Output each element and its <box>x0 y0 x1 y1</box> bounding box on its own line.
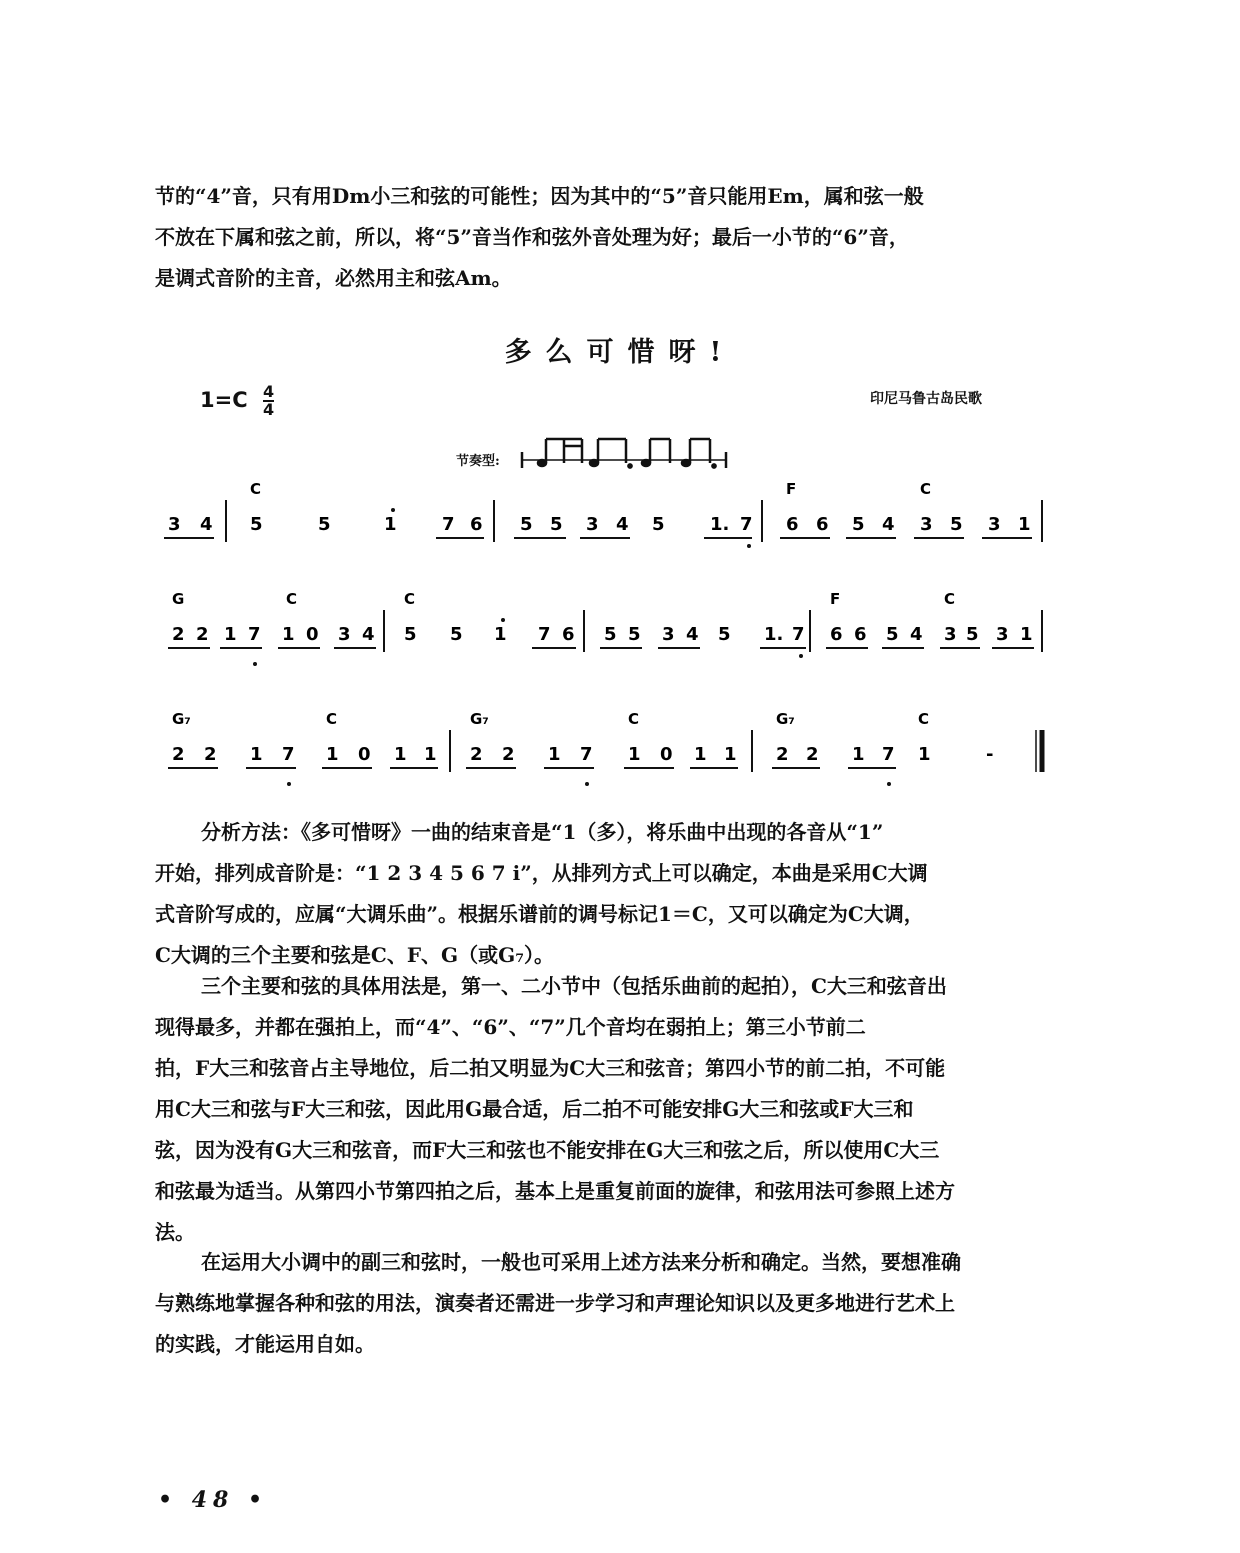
analysis-paragraph-1 <box>155 812 1050 976</box>
note: 1 <box>224 624 237 645</box>
chord-label: G₇ <box>776 710 795 728</box>
chord-label: F <box>786 480 797 498</box>
octave-dot <box>253 662 257 666</box>
intro-line: 是调式音阶的主音，必然用主和弦Am。 <box>155 266 512 290</box>
note: 4 <box>200 514 213 535</box>
note: 1 <box>1018 514 1031 535</box>
intro-paragraph <box>155 176 1050 299</box>
note: 1 <box>494 624 507 645</box>
note: - <box>986 744 994 765</box>
chord-label: C <box>250 480 262 498</box>
note: 5 <box>450 624 463 645</box>
note: 4 <box>362 624 375 645</box>
note: 5 <box>628 624 641 645</box>
note: 1 <box>1020 624 1033 645</box>
note: 1 <box>548 744 561 765</box>
time-top: 4 <box>262 382 275 401</box>
analysis-line: 与熟练地掌握各种和弦的用法，演奏者还需进一步学习和声理论知识以及更多地进行艺术上 <box>155 1291 955 1315</box>
chord-label: G <box>172 590 185 608</box>
note: 3 <box>586 514 599 535</box>
chord-label: G₇ <box>470 710 489 728</box>
chord-label: C <box>628 710 640 728</box>
note: 4 <box>686 624 699 645</box>
note: 7 <box>882 744 895 765</box>
note: 3 <box>996 624 1009 645</box>
analysis-line: C大调的三个主要和弦是C、F、G（或G₇）。 <box>155 943 554 967</box>
analysis-line: 开始，排列成音阶是：“1 2 3 4 5 6 7 i”，从排列方式上可以确定，本曲是采用C大调 <box>155 861 928 885</box>
note: 5 <box>852 514 865 535</box>
note: 2 <box>776 744 789 765</box>
note: 1 <box>694 744 707 765</box>
note: 1 <box>852 744 865 765</box>
note: 1. <box>764 624 784 645</box>
note: 2 <box>172 744 185 765</box>
note: 5 <box>886 624 899 645</box>
note: 5 <box>520 514 533 535</box>
note: 1 <box>394 744 407 765</box>
note: 1 <box>250 744 263 765</box>
note: 6 <box>854 624 867 645</box>
intro-line: 节的“4”音，只有用Dm小三和弦的可能性；因为其中的“5”音只能用Em，属和弦一般 <box>155 184 924 208</box>
chord-label: C <box>286 590 298 608</box>
note: 2 <box>196 624 209 645</box>
analysis-line: 在运用大小调中的副三和弦时，一般也可采用上述方法来分析和确定。当然，要想准确 <box>201 1250 961 1274</box>
note: 7 <box>442 514 455 535</box>
note: 1 <box>282 624 295 645</box>
note: 5 <box>250 514 263 535</box>
note: 7 <box>248 624 261 645</box>
analysis-line: 弦，因为没有G大三和弦音，而F大三和弦也不能安排在G大三和弦之后，所以使用C大三 <box>155 1138 940 1162</box>
octave-dot <box>391 508 395 512</box>
note: 5 <box>966 624 979 645</box>
key-label: 1=C <box>200 388 248 412</box>
note: 7 <box>282 744 295 765</box>
chord-label: C <box>944 590 956 608</box>
chord-label: C <box>404 590 416 608</box>
note: 1. <box>710 514 730 535</box>
chord-label: C <box>920 480 932 498</box>
note: 2 <box>502 744 515 765</box>
octave-dot <box>501 618 505 622</box>
analysis-line: 拍，F大三和弦音占主导地位，后二拍又明显为C大三和弦音；第四小节的前二拍，不可能 <box>155 1056 946 1080</box>
note: 7 <box>740 514 753 535</box>
note: 5 <box>404 624 417 645</box>
intro-line: 不放在下属和弦之前，所以，将“5”音当作和弦外音处理为好；最后一小节的“6”音， <box>155 225 909 249</box>
note: 6 <box>562 624 575 645</box>
analysis-line: 的实践，才能运用自如。 <box>155 1332 375 1356</box>
note: 1 <box>384 514 397 535</box>
note: 1 <box>628 744 641 765</box>
note: 5 <box>718 624 731 645</box>
note: 3 <box>168 514 181 535</box>
key-signature <box>200 384 274 418</box>
note: 6 <box>786 514 799 535</box>
chord-label: C <box>918 710 930 728</box>
note: 1 <box>326 744 339 765</box>
note: 3 <box>920 514 933 535</box>
note: 5 <box>318 514 331 535</box>
chord-label: F <box>830 590 841 608</box>
chord-label: G₇ <box>172 710 191 728</box>
analysis-paragraph-2 <box>155 966 1050 1253</box>
note: 0 <box>660 744 673 765</box>
note: 2 <box>470 744 483 765</box>
note: 7 <box>792 624 805 645</box>
note: 7 <box>538 624 551 645</box>
analysis-line: 三个主要和弦的具体用法是，第一、二小节中（包括乐曲前的起拍），C大三和弦音出 <box>201 974 947 998</box>
analysis-paragraph-3 <box>155 1242 1050 1365</box>
note: 5 <box>950 514 963 535</box>
octave-dot <box>585 782 589 786</box>
note: 3 <box>988 514 1001 535</box>
analysis-line: 分析方法：《多可惜呀》一曲的结束音是“1（多），将乐曲中出现的各音从“1” <box>201 820 884 844</box>
note: 1 <box>724 744 737 765</box>
chord-label: C <box>326 710 338 728</box>
note: 7 <box>580 744 593 765</box>
rhythm-label: 节奏型: <box>456 454 500 469</box>
analysis-line: 用C大三和弦与F大三和弦，因此用G最合适，后二拍不可能安排G大三和弦或F大三和 <box>155 1097 914 1121</box>
note: 4 <box>882 514 895 535</box>
note: 3 <box>338 624 351 645</box>
song-origin: 印尼马鲁古岛民歌 <box>870 391 982 407</box>
octave-dot <box>747 544 751 548</box>
note: 3 <box>944 624 957 645</box>
note: 1 <box>424 744 437 765</box>
note: 0 <box>358 744 371 765</box>
octave-dot <box>887 782 891 786</box>
note: 2 <box>172 624 185 645</box>
analysis-line: 式音阶写成的，应属“大调乐曲”。根据乐谱前的调号标记1＝C，又可以确定为C大调， <box>155 902 924 926</box>
analysis-line: 和弦最为适当。从第四小节第四拍之后，基本上是重复前面的旋律，和弦用法可参照上述方 <box>155 1179 955 1203</box>
time-bottom: 4 <box>262 400 275 419</box>
note: 1 <box>918 744 931 765</box>
note: 6 <box>816 514 829 535</box>
note: 4 <box>910 624 923 645</box>
octave-dot <box>287 782 291 786</box>
song-title: 多么可惜呀! <box>504 337 736 368</box>
time-signature <box>263 384 274 418</box>
score <box>0 470 1240 790</box>
note: 3 <box>662 624 675 645</box>
note: 5 <box>550 514 563 535</box>
note: 5 <box>604 624 617 645</box>
note: 0 <box>306 624 319 645</box>
note: 2 <box>806 744 819 765</box>
note: 4 <box>616 514 629 535</box>
note: 6 <box>470 514 483 535</box>
octave-dot <box>799 654 803 658</box>
note: 6 <box>830 624 843 645</box>
note: 2 <box>204 744 217 765</box>
page-number: • 48 • <box>158 1487 269 1513</box>
analysis-line: 现得最多，并都在强拍上，而“4”、“6”、“7”几个音均在弱拍上；第三小节前二 <box>155 1015 866 1039</box>
analysis-line: 法。 <box>155 1220 195 1244</box>
note: 5 <box>652 514 665 535</box>
